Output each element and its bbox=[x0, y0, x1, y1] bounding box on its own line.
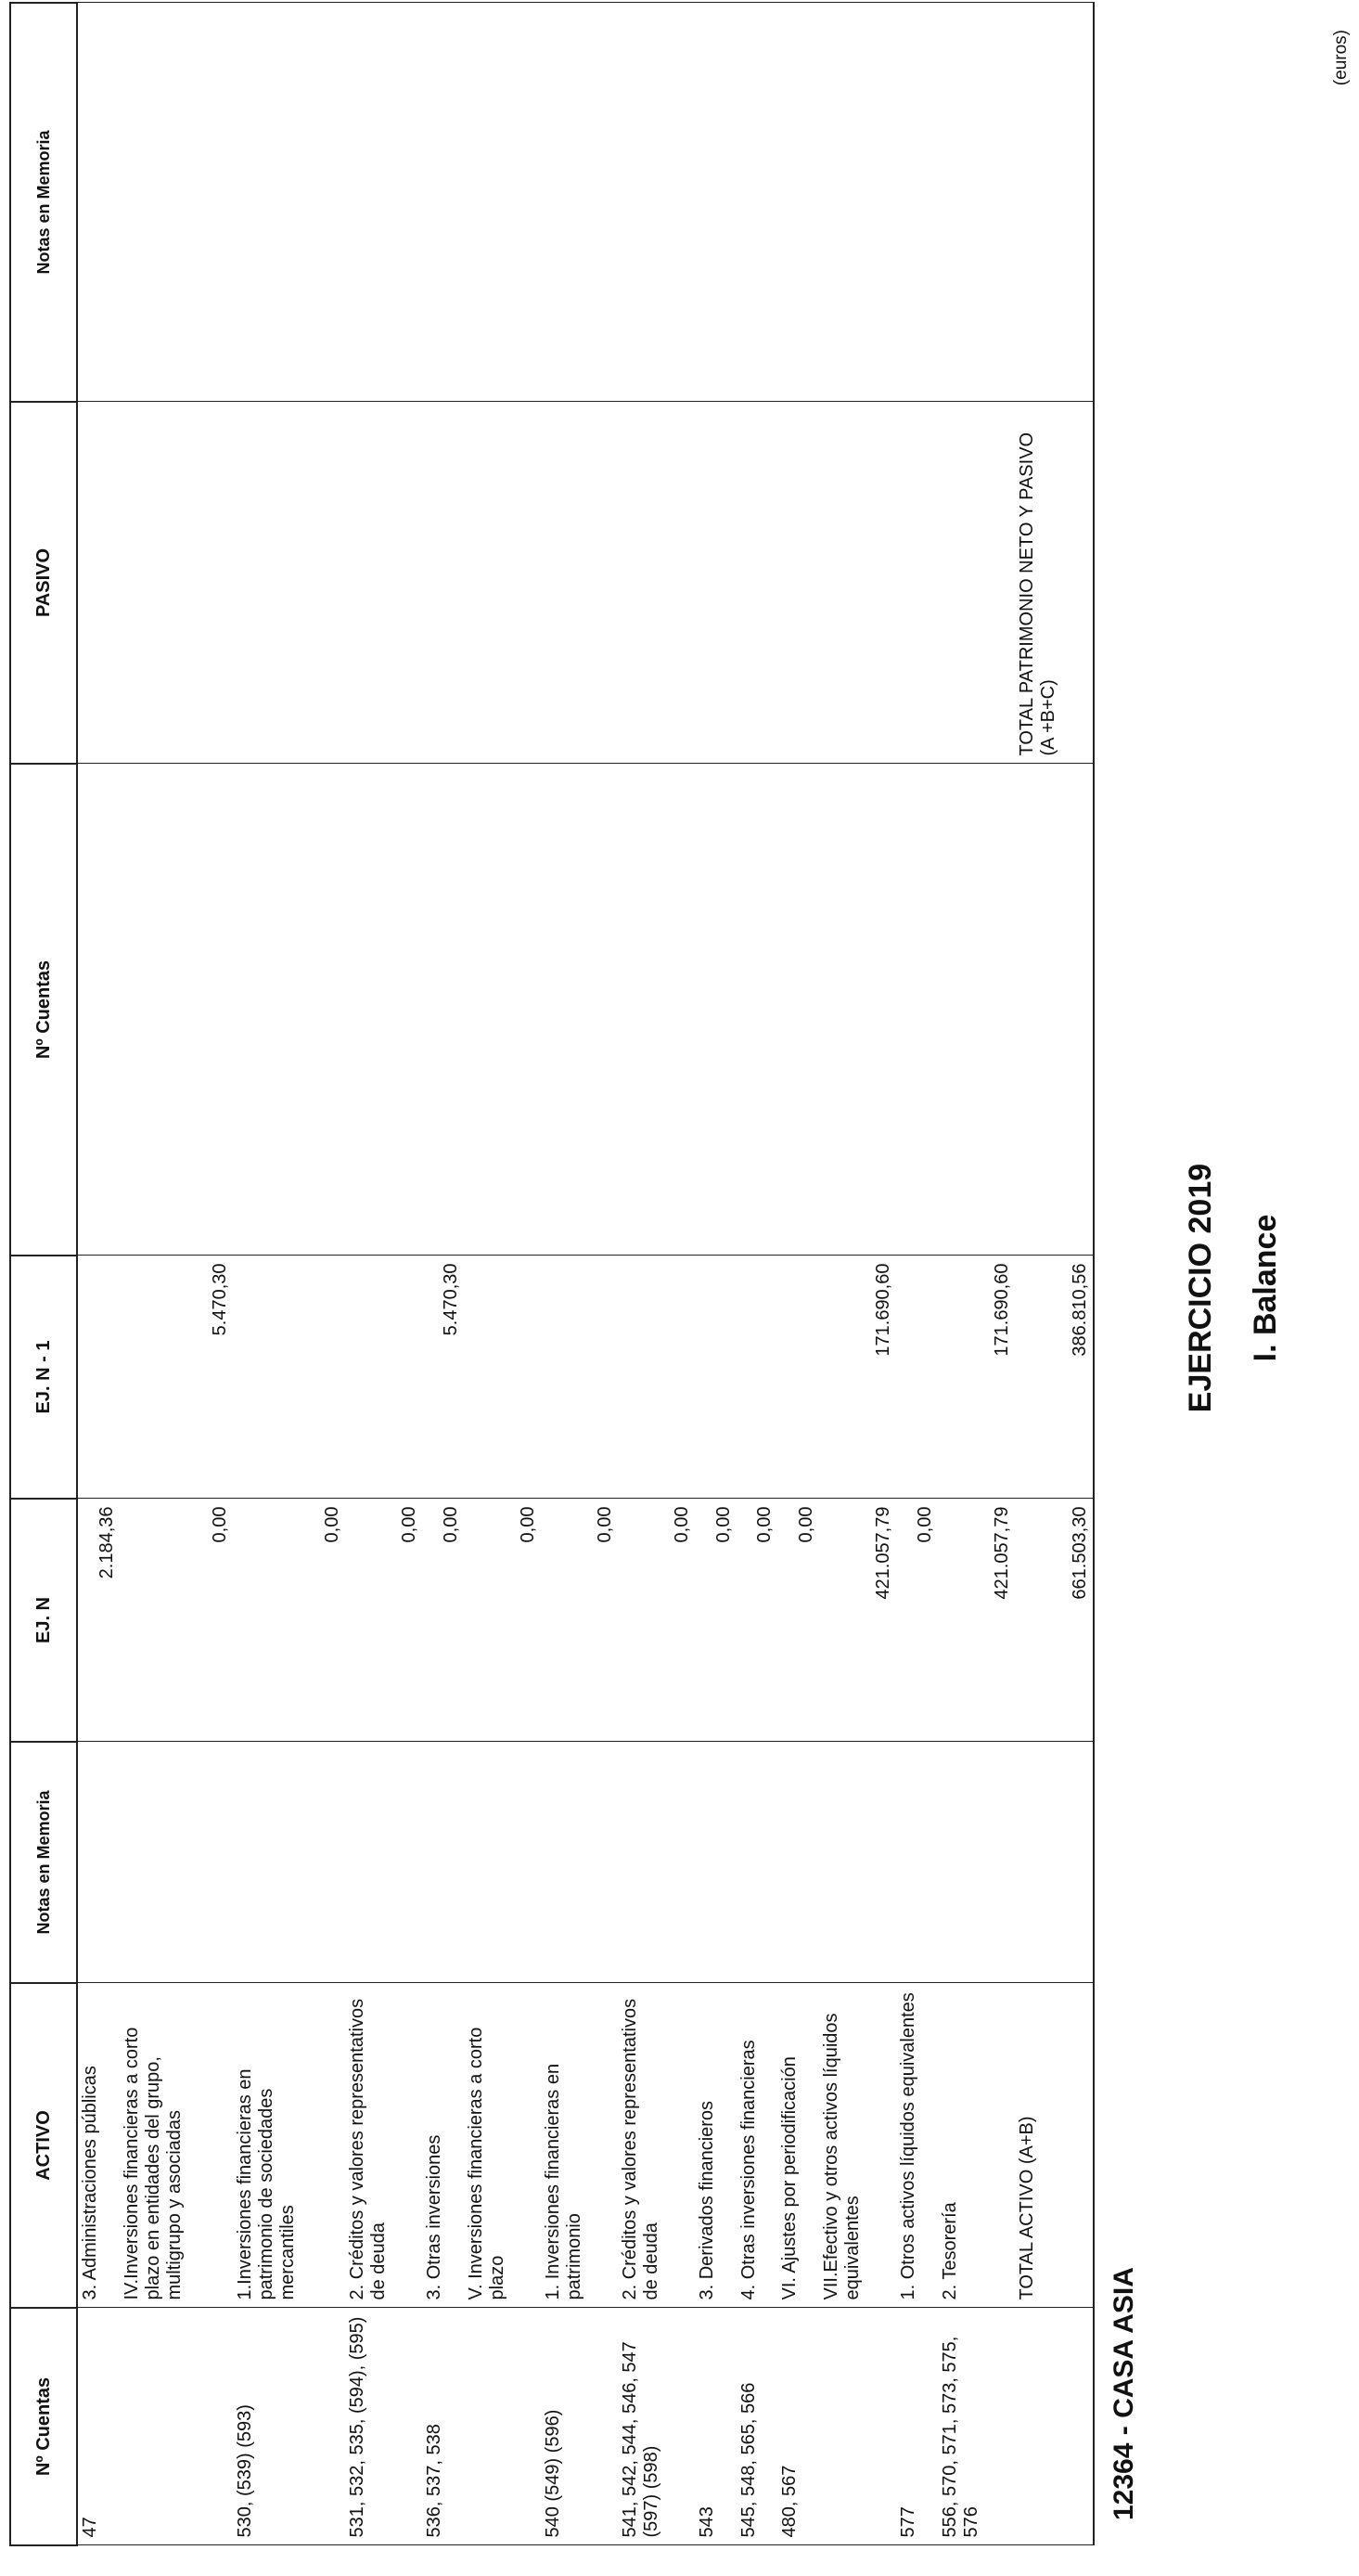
pasivo-concepto-cell bbox=[233, 402, 345, 764]
activo-ejn-cell: 421.057,79 bbox=[938, 1499, 1015, 1742]
table-row bbox=[541, 3, 618, 2545]
activo-ejn1-cell: 386.810,56 bbox=[1015, 1256, 1094, 1499]
activo-notas-cell bbox=[896, 1742, 938, 1983]
activo-cuentas-cell bbox=[464, 2308, 541, 2545]
activo-ejn1-cell: 5.470,30 bbox=[120, 1256, 232, 1499]
pasivo-cuentas-cell bbox=[695, 764, 737, 1256]
activo-ejn1-cell: 171.690,60 bbox=[819, 1256, 896, 1499]
activo-cuentas-cell bbox=[120, 2308, 232, 2545]
table-row bbox=[1015, 3, 1094, 2545]
pasivo-concepto-cell bbox=[120, 402, 232, 764]
activo-notas-cell bbox=[938, 1742, 1015, 1983]
balance-table bbox=[9, 3, 1095, 2547]
pasivo-cuentas-cell bbox=[938, 764, 1015, 1256]
pasivo-concepto-cell bbox=[77, 402, 120, 764]
table-row bbox=[938, 3, 1015, 2545]
activo-concepto-cell: 2. Créditos y valores representativos de deuda bbox=[618, 1983, 695, 2308]
pasivo-notas-cell bbox=[77, 3, 120, 402]
activo-notas-cell bbox=[422, 1742, 464, 1983]
col-header-activo: ACTIVO bbox=[10, 1983, 77, 2308]
activo-ejn-cell: 0,00 bbox=[695, 1499, 737, 1742]
activo-concepto-cell: 1. Inversiones financieras en patrimonio bbox=[541, 1983, 618, 2308]
pasivo-notas-cell bbox=[618, 3, 695, 402]
table-row bbox=[233, 3, 345, 2545]
pasivo-concepto-cell bbox=[695, 402, 737, 764]
activo-notas-cell bbox=[618, 1742, 695, 1983]
activo-ejn-cell: 0,00 bbox=[120, 1499, 232, 1742]
activo-ejn-cell: 0,00 bbox=[233, 1499, 345, 1742]
table-row bbox=[777, 3, 819, 2545]
table-row bbox=[618, 3, 695, 2545]
pasivo-concepto-cell bbox=[777, 402, 819, 764]
activo-notas-cell bbox=[345, 1742, 422, 1983]
activo-ejn-cell: 0,00 bbox=[777, 1499, 819, 1742]
pasivo-cuentas-cell bbox=[896, 764, 938, 1256]
col-header-notas: Notas en Memoria bbox=[10, 1742, 77, 1983]
table-header-row bbox=[10, 3, 77, 2545]
activo-concepto-cell: TOTAL ACTIVO (A+B) bbox=[1015, 1983, 1094, 2308]
activo-notas-cell bbox=[695, 1742, 737, 1983]
activo-ejn1-cell: 5.470,30 bbox=[422, 1256, 464, 1499]
activo-ejn1-cell bbox=[541, 1256, 618, 1499]
activo-concepto-cell: 4. Otras inversiones financieras bbox=[737, 1983, 778, 2308]
col-header-notas-pasivo: Notas en Memoria bbox=[10, 3, 77, 402]
col-header-cuentas-pasivo: Nº Cuentas bbox=[10, 764, 77, 1256]
activo-cuentas-cell: 556, 570, 571, 573, 575, 576 bbox=[938, 2308, 1015, 2545]
pasivo-notas-cell bbox=[938, 3, 1015, 402]
activo-ejn1-cell bbox=[777, 1256, 819, 1499]
table-row bbox=[896, 3, 938, 2545]
activo-ejn1-cell bbox=[695, 1256, 737, 1499]
activo-cuentas-cell: 480, 567 bbox=[777, 2308, 819, 2545]
fiscal-year-title: EJERCICIO 2019 bbox=[1183, 1163, 1218, 1413]
pasivo-cuentas-cell bbox=[77, 764, 120, 1256]
table-row bbox=[422, 3, 464, 2545]
pasivo-notas-cell bbox=[345, 3, 422, 402]
pasivo-cuentas-cell bbox=[120, 764, 232, 1256]
activo-cuentas-cell: 536, 537, 538 bbox=[422, 2308, 464, 2545]
activo-ejn1-cell bbox=[345, 1256, 422, 1499]
currency-units: (euros) bbox=[1331, 30, 1351, 86]
activo-ejn1-cell bbox=[233, 1256, 345, 1499]
activo-ejn1-cell bbox=[618, 1256, 695, 1499]
activo-notas-cell bbox=[777, 1742, 819, 1983]
activo-notas-cell bbox=[737, 1742, 778, 1983]
activo-cuentas-cell: 47 bbox=[77, 2308, 120, 2545]
pasivo-cuentas-cell bbox=[737, 764, 778, 1256]
pasivo-cuentas-cell bbox=[345, 764, 422, 1256]
activo-notas-cell bbox=[1015, 1742, 1094, 1983]
table-row bbox=[77, 3, 120, 2545]
pasivo-cuentas-cell bbox=[1015, 764, 1094, 1256]
activo-notas-cell bbox=[233, 1742, 345, 1983]
pasivo-cuentas-cell bbox=[541, 764, 618, 1256]
table-row bbox=[464, 3, 541, 2545]
activo-ejn-cell: 2.184,36 bbox=[77, 1499, 120, 1742]
col-header-pasivo: PASIVO bbox=[10, 402, 77, 764]
pasivo-notas-cell bbox=[422, 3, 464, 402]
pasivo-notas-cell bbox=[695, 3, 737, 402]
table-row bbox=[737, 3, 778, 2545]
pasivo-concepto-cell bbox=[422, 402, 464, 764]
pasivo-notas-cell bbox=[120, 3, 232, 402]
activo-ejn1-cell bbox=[896, 1256, 938, 1499]
pasivo-concepto-cell bbox=[896, 402, 938, 764]
activo-notas-cell bbox=[464, 1742, 541, 1983]
pasivo-cuentas-cell bbox=[618, 764, 695, 1256]
activo-ejn-cell: 0,00 bbox=[464, 1499, 541, 1742]
activo-concepto-cell: 1.Inversiones financieras en patrimonio de sociedades mercantiles bbox=[233, 1983, 345, 2308]
pasivo-notas-cell bbox=[1015, 3, 1094, 402]
pasivo-cuentas-cell bbox=[819, 764, 896, 1256]
activo-ejn-cell: 0,00 bbox=[896, 1499, 938, 1742]
activo-concepto-cell: 1. Otros activos líquidos equivalentes bbox=[896, 1983, 938, 2308]
col-header-ejn1: EJ. N - 1 bbox=[10, 1256, 77, 1499]
pasivo-notas-cell bbox=[464, 3, 541, 402]
pasivo-cuentas-cell bbox=[233, 764, 345, 1256]
activo-cuentas-cell bbox=[819, 2308, 896, 2545]
activo-concepto-cell: 3. Derivados financieros bbox=[695, 1983, 737, 2308]
activo-concepto-cell: IV.Inversiones financieras a corto plazo en entidades del grupo, multigrupo y asociadas bbox=[120, 1983, 232, 2308]
activo-concepto-cell: 3. Otras inversiones bbox=[422, 1983, 464, 2308]
activo-ejn-cell: 0,00 bbox=[541, 1499, 618, 1742]
pasivo-concepto-cell bbox=[541, 402, 618, 764]
document-title: I. Balance bbox=[1248, 1214, 1283, 1362]
table-row bbox=[819, 3, 896, 2545]
pasivo-concepto-cell bbox=[345, 402, 422, 764]
pasivo-cuentas-cell bbox=[777, 764, 819, 1256]
activo-concepto-cell: 3. Administraciones públicas bbox=[77, 1983, 120, 2308]
activo-cuentas-cell: 577 bbox=[896, 2308, 938, 2545]
activo-concepto-cell: 2. Créditos y valores representativos de deuda bbox=[345, 1983, 422, 2308]
table-row bbox=[345, 3, 422, 2545]
pasivo-concepto-cell bbox=[737, 402, 778, 764]
activo-cuentas-cell: 545, 548, 565, 566 bbox=[737, 2308, 778, 2545]
activo-notas-cell bbox=[819, 1742, 896, 1983]
pasivo-notas-cell bbox=[896, 3, 938, 402]
pasivo-notas-cell bbox=[737, 3, 778, 402]
activo-concepto-cell: VI. Ajustes por periodificación bbox=[777, 1983, 819, 2308]
pasivo-concepto-cell bbox=[464, 402, 541, 764]
pasivo-concepto-cell bbox=[819, 402, 896, 764]
pasivo-notas-cell bbox=[777, 3, 819, 402]
activo-cuentas-cell: 531, 532, 535, (594), (595) bbox=[345, 2308, 422, 2545]
activo-notas-cell bbox=[120, 1742, 232, 1983]
pasivo-notas-cell bbox=[233, 3, 345, 402]
col-header-cuentas: Nº Cuentas bbox=[10, 2308, 77, 2545]
activo-cuentas-cell: 543 bbox=[695, 2308, 737, 2545]
activo-cuentas-cell: 541, 542, 544, 546, 547 (597) (598) bbox=[618, 2308, 695, 2545]
pasivo-concepto-cell bbox=[618, 402, 695, 764]
activo-ejn-cell: 0,00 bbox=[345, 1499, 422, 1742]
activo-ejn1-cell: 171.690,60 bbox=[938, 1256, 1015, 1499]
pasivo-notas-cell bbox=[819, 3, 896, 402]
activo-ejn-cell: 661.503,30 bbox=[1015, 1499, 1094, 1742]
activo-notas-cell bbox=[77, 1742, 120, 1983]
pasivo-cuentas-cell bbox=[422, 764, 464, 1256]
activo-ejn-cell: 0,00 bbox=[422, 1499, 464, 1742]
entity-name: 12364 - CASA ASIA bbox=[1109, 2267, 1139, 2520]
activo-concepto-cell: 2. Tesorería bbox=[938, 1983, 1015, 2308]
table-row bbox=[120, 3, 232, 2545]
activo-ejn-cell: 0,00 bbox=[737, 1499, 778, 1742]
activo-ejn1-cell bbox=[737, 1256, 778, 1499]
pasivo-concepto-cell: TOTAL PATRIMONIO NETO Y PASIVO (A +B+C) bbox=[1015, 402, 1094, 764]
activo-cuentas-cell: 530, (539) (593) bbox=[233, 2308, 345, 2545]
pasivo-cuentas-cell bbox=[464, 764, 541, 1256]
activo-cuentas-cell bbox=[1015, 2308, 1094, 2545]
activo-ejn1-cell bbox=[464, 1256, 541, 1499]
pasivo-concepto-cell bbox=[938, 402, 1015, 764]
activo-ejn1-cell bbox=[77, 1256, 120, 1499]
activo-cuentas-cell: 540 (549) (596) bbox=[541, 2308, 618, 2545]
activo-notas-cell bbox=[541, 1742, 618, 1983]
activo-ejn-cell: 421.057,79 bbox=[819, 1499, 896, 1742]
col-header-ejn: EJ. N bbox=[10, 1499, 77, 1742]
pasivo-notas-cell bbox=[541, 3, 618, 402]
table-row bbox=[695, 3, 737, 2545]
activo-concepto-cell: V. Inversiones financieras a corto plazo bbox=[464, 1983, 541, 2308]
activo-ejn-cell: 0,00 bbox=[618, 1499, 695, 1742]
activo-concepto-cell: VII.Efectivo y otros activos líquidos equivalentes bbox=[819, 1983, 896, 2308]
